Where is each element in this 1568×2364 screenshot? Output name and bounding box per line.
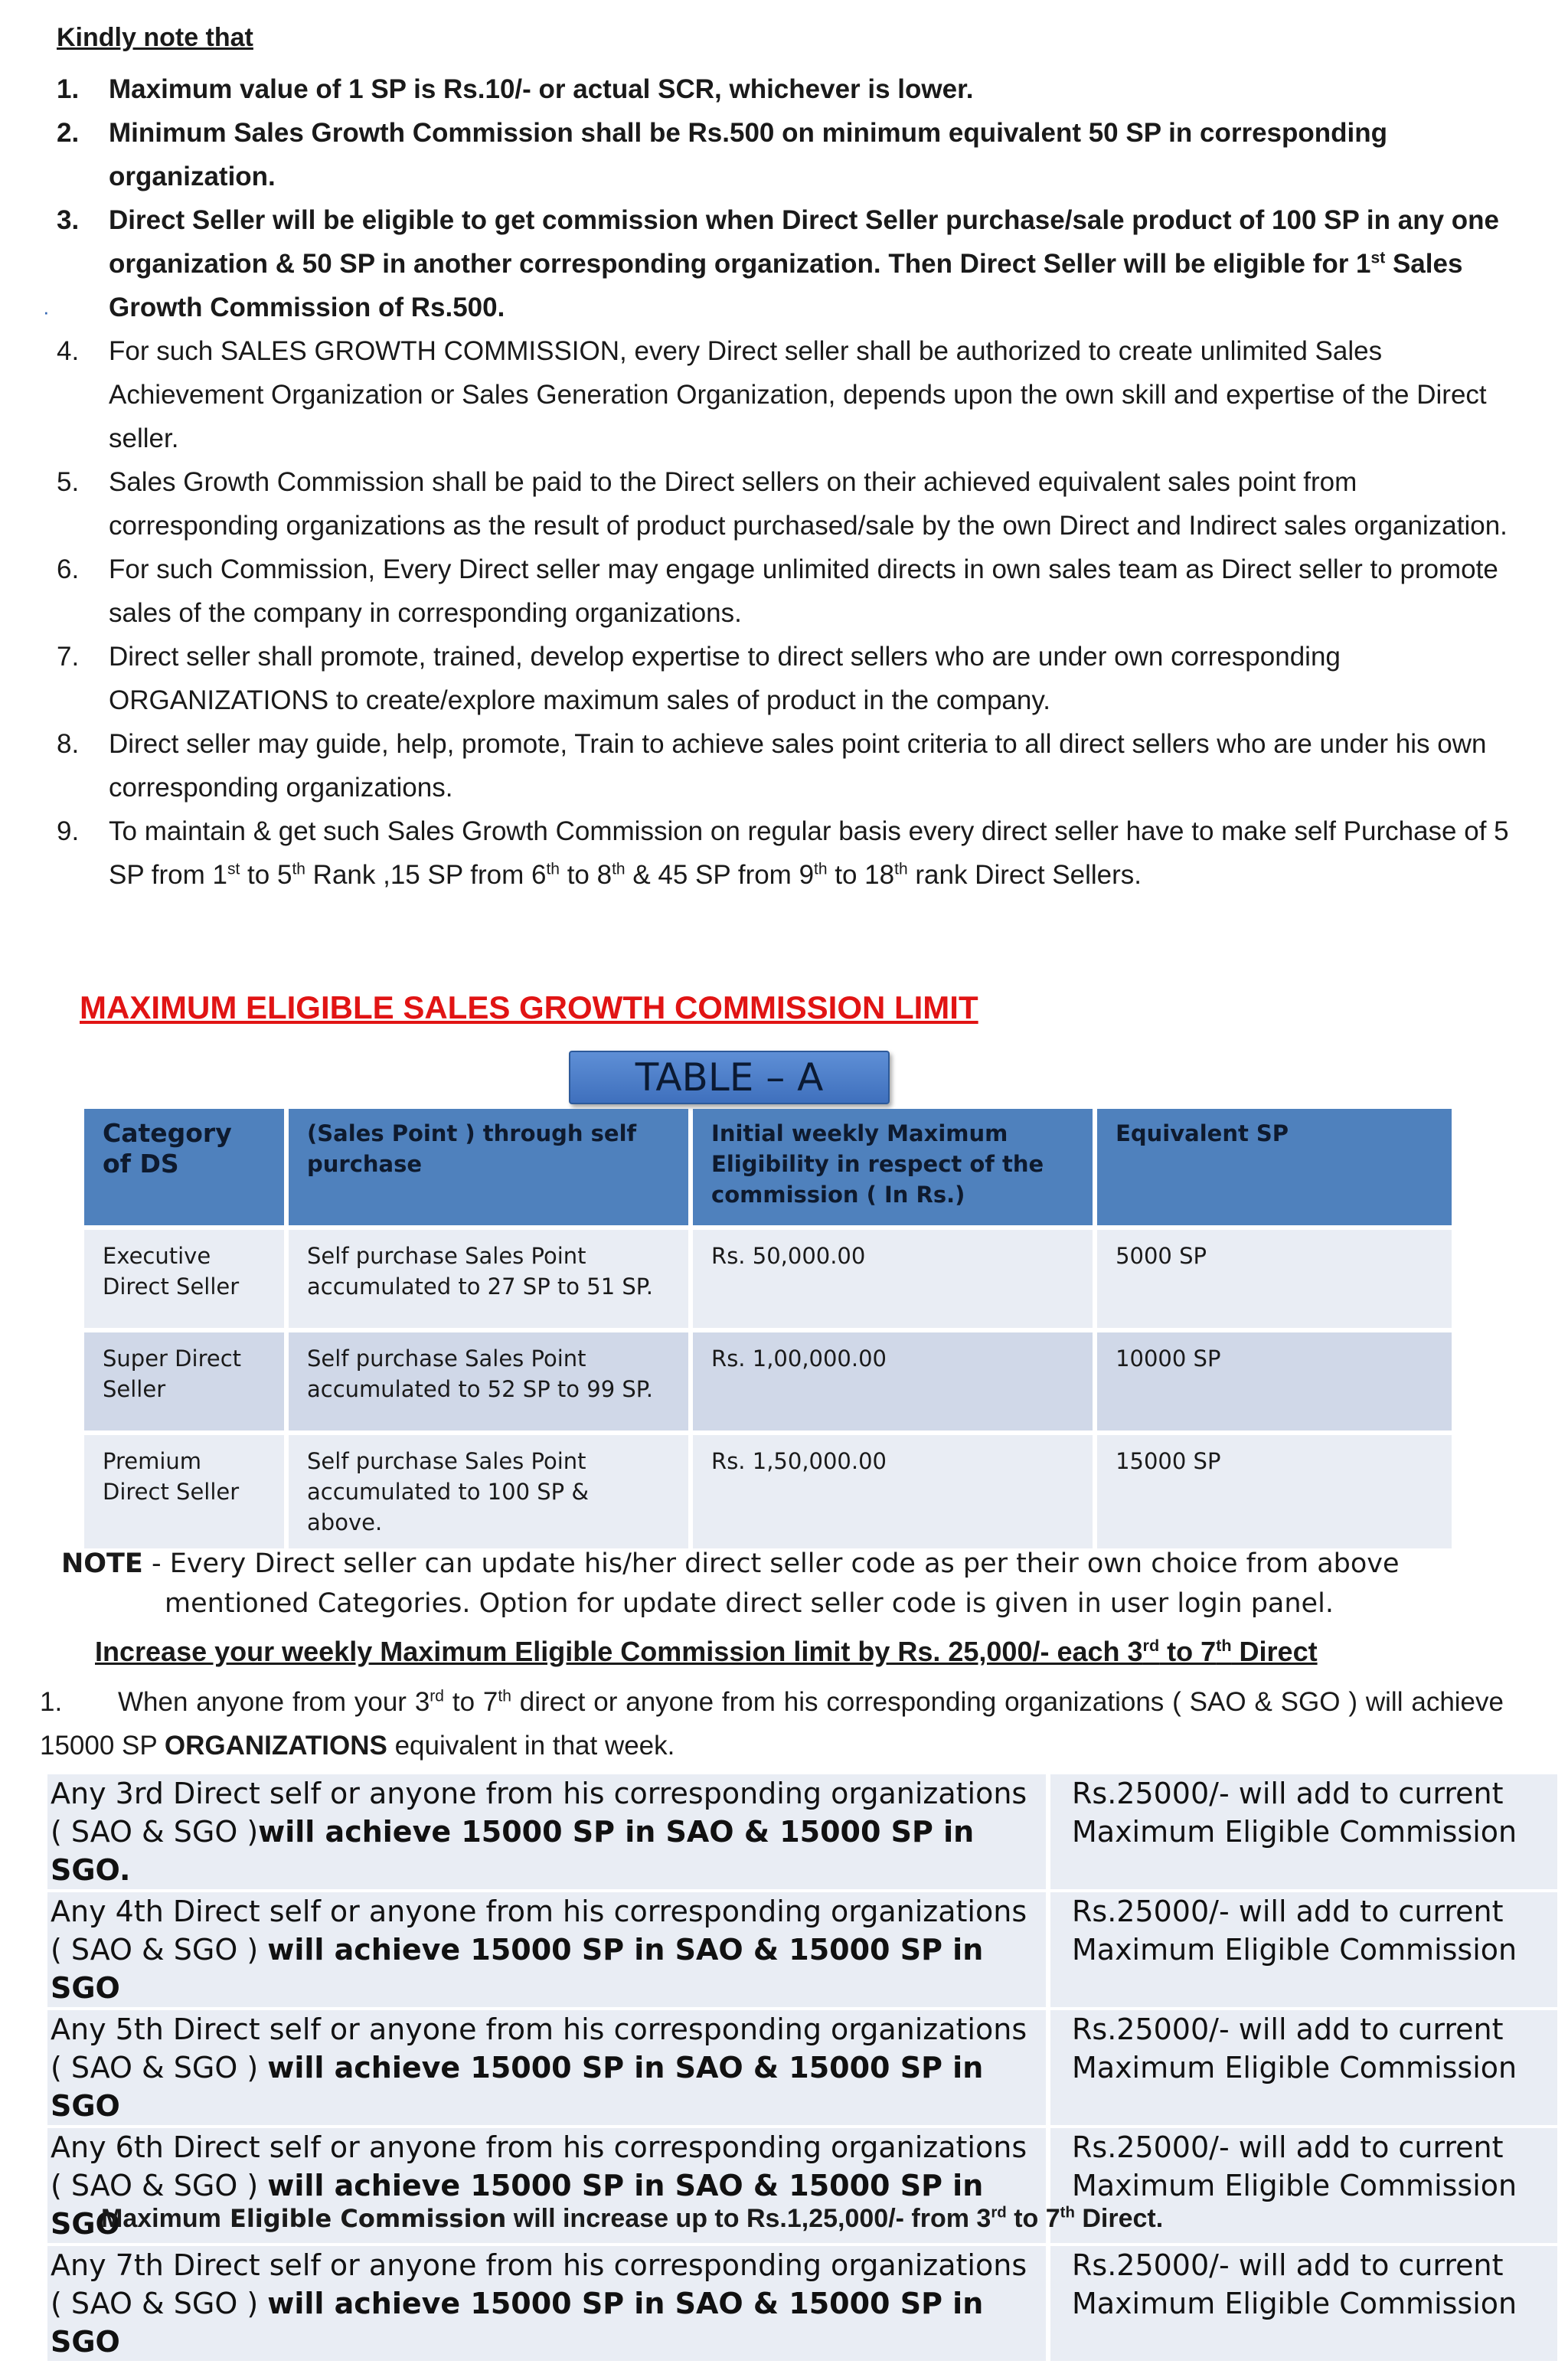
reward-line: Rs.25000/- will add to current [1072,1895,1504,1928]
note-number: 2. [57,118,80,148]
table-row [84,1332,1452,1430]
ordinal-suffix: th [894,860,908,878]
table-cell: 10000 SP [1097,1332,1452,1430]
heading-text: Increase your weekly Maximum Eligible Commission limit by Rs. 25,000/- each 3 [95,1636,1143,1667]
note-number: 7. [57,642,80,672]
increase-heading [95,1636,1318,1668]
condition-plain: ( SAO & SGO ) [51,2051,268,2084]
header-equivalent-sp: Equivalent SP [1097,1109,1452,1225]
condition-plain: ( SAO & SGO ) [51,2169,268,2202]
ordinal-suffix: th [292,860,305,878]
reward-cell [1050,1892,1557,2007]
note-text-cont: & 45 SP from 9 [625,860,815,890]
note-text: To maintain & get such Sales Growth Commission on regular basis every direct seller have to make self Purchase of 5 SP from 1 [109,816,1509,890]
note-number: 3. [57,205,80,235]
table-cell: Rs. 50,000.00 [693,1230,1093,1328]
ordinal-suffix: rd [1142,1636,1160,1655]
note-text-cont: to 5 [240,860,292,890]
note-item-2 [57,111,1511,198]
note-block [61,1544,1501,1623]
condition-line [51,2284,1043,2361]
reward-line: Maximum Eligible Commission [1072,2051,1517,2084]
table-a [80,1104,1456,1553]
condition-line [51,1813,1043,1889]
note-text: Direct Seller will be eligible to get commission when Direct Seller purchase/sale product of 100 SP in any one organization & 50 SP in another corresponding organization. Then Direct Seller will be eligible for 1 [109,205,1500,279]
ordinal-suffix: st [1370,249,1386,267]
table-row [84,1230,1452,1328]
note-text-cont: Rank ,15 SP from 6 [305,860,547,890]
note-item-1 [57,67,1511,111]
reward-line: Maximum Eligible Commission [1072,2287,1517,2320]
condition-plain: ( SAO & SGO ) [51,2287,268,2320]
reward-line: Rs.25000/- will add to current [1072,1777,1504,1810]
note-text: - Every Direct seller can update his/her direct seller code as per their own choice from above [142,1548,1400,1579]
paragraph-bold-text: ORGANIZATIONS [164,1731,387,1761]
ordinal-suffix: th [814,860,828,878]
note-item-9 [57,809,1511,897]
condition-line: Any 3rd Direct self or anyone from his corresponding organizations [51,1777,1027,1810]
note-item-7 [57,635,1511,722]
reward-line: Maximum Eligible Commission [1072,2169,1517,2202]
final-statement [101,2204,1163,2234]
kindly-note-heading: Kindly note that [57,23,253,52]
table-cell: Super Direct Seller [84,1332,284,1430]
condition-line: Any 4th Direct self or anyone from his corresponding organizations [51,1895,1027,1928]
table-a-header-row [84,1109,1452,1225]
ordinal-suffix: th [546,860,560,878]
condition-plain: ( SAO & SGO ) [51,1815,259,1849]
condition-cell [47,2010,1046,2125]
final-text: Direct. [1074,2204,1164,2233]
note-text-cont: rank Direct Sellers. [907,860,1142,890]
note-text: Maximum value of 1 SP is Rs.10/- or actual SCR, whichever is lower. [109,74,974,104]
table-row [84,1435,1452,1548]
note-text-cont: to 8 [559,860,612,890]
condition-line: Any 7th Direct self or anyone from his corresponding organizations [51,2248,1027,2282]
table-cell: Self purchase Sales Point accumulated to 27 SP to 51 SP. [289,1230,688,1328]
condition-line: Any 5th Direct self or anyone from his corresponding organizations [51,2013,1027,2046]
note-item-8 [57,722,1511,809]
note-item-4 [57,329,1511,460]
note-item-3 [57,198,1511,329]
reward-cell [1050,2246,1557,2361]
condition-bold: will achieve 15000 SP in SAO & 15000 SP in SGO [51,2169,984,2241]
note-text: Sales Growth Commission shall be paid to the Direct sellers on their achieved equivalent sales point from corresponding organizations as the result of product purchased/sale by the own Direct and Indirect sales organization. [109,467,1508,541]
final-text: Eligible Commission [220,2204,507,2233]
paragraph-text: to 7 [443,1687,498,1717]
paragraph-text: When anyone from your 3 [118,1687,430,1717]
header-sales-point: (Sales Point ) through self purchase [289,1109,688,1225]
condition-cell [47,1892,1046,2007]
reward-line: Maximum Eligible Commission [1072,1933,1517,1967]
max-commission-heading: MAXIMUM ELIGIBLE SALES GROWTH COMMISSION LIMIT [80,989,978,1025]
header-max-eligibility: Initial weekly Maximum Eligibility in respect of the commission ( In Rs.) [693,1109,1093,1225]
condition-line: Any 6th Direct self or anyone from his corresponding organizations [51,2130,1027,2164]
table-row [47,1774,1557,1889]
bullet-dot: · [43,300,50,323]
table-cell: Rs. 1,50,000.00 [693,1435,1093,1548]
ordinal-suffix: rd [430,1687,444,1705]
final-text: to 7 [1006,2204,1060,2233]
heading-text: to 7 [1159,1636,1217,1667]
ordinal-suffix: th [612,860,626,878]
note-number: 8. [57,729,80,759]
reward-line: Maximum Eligible Commission [1072,1815,1517,1849]
note-text: Minimum Sales Growth Commission shall be Rs.500 on minimum equivalent 50 SP in corresponding organization. [109,118,1388,191]
table-b [47,1771,1557,2364]
table-row [47,2010,1557,2125]
condition-cell [47,2246,1046,2361]
ordinal-suffix: rd [991,2204,1007,2222]
condition-bold: will achieve 15000 SP in SAO & 15000 SP in SGO [51,2051,984,2123]
reward-line: Rs.25000/- will add to current [1072,2248,1504,2282]
condition-bold: will achieve 15000 SP in SAO & 15000 SP in SGO [51,1933,984,2005]
note-text: Direct seller may guide, help, promote, Train to achieve sales point criteria to all direct sellers who are under his own corresponding organizations. [109,729,1487,803]
condition-line [51,1931,1043,2007]
note-text: For such SALES GROWTH COMMISSION, every Direct seller shall be authorized to create unlimited Sales Achievement Organization or Sales Generation Organization, depends upon the own skill and expertise of the Direct seller. [109,336,1487,453]
condition-bold: will achieve 15000 SP in SAO & 15000 SP in SGO. [51,1815,975,1887]
ordinal-suffix: st [227,860,240,878]
paragraph-text: direct or anyone from his corresponding organizations ( SAO & SGO ) will achieve 15000 SP [40,1687,1504,1761]
note-number: 6. [57,554,80,584]
note-text: For such Commission, Every Direct seller may engage unlimited directs in own sales team as Direct seller to promote sales of the company in corresponding organizations. [109,554,1498,628]
reward-cell [1050,1774,1557,1889]
note-text-cont: to 18 [827,860,895,890]
increase-paragraph [40,1680,1504,1767]
note-number: 9. [57,816,80,846]
table-cell: 5000 SP [1097,1230,1452,1328]
ordinal-suffix: th [498,1687,511,1705]
table-a-label: TABLE – A [569,1051,890,1104]
condition-plain: ( SAO & SGO ) [51,1933,268,1967]
paragraph-text: equivalent in that week. [387,1731,675,1761]
table-row [47,1892,1557,2007]
paragraph-number: 1. [40,1687,63,1717]
note-item-6 [57,548,1511,635]
note-item-5 [57,460,1511,548]
note-text: Direct seller shall promote, trained, develop expertise to direct sellers who are under own corresponding ORGANIZATIONS to create/explore maximum sales of product in the company. [109,642,1341,715]
note-number: 5. [57,467,80,497]
reward-cell [1050,2010,1557,2125]
reward-line: Rs.25000/- will add to current [1072,2130,1504,2164]
note-number: 4. [57,336,80,366]
table-cell: Self purchase Sales Point accumulated to 100 SP & above. [289,1435,688,1548]
table-cell: Self purchase Sales Point accumulated to 52 SP to 99 SP. [289,1332,688,1430]
note-label: NOTE [61,1548,143,1579]
ordinal-suffix: th [1216,1636,1232,1655]
table-row [47,2246,1557,2361]
header-category: Category of DS [84,1109,284,1225]
reward-line: Rs.25000/- will add to current [1072,2013,1504,2046]
note-line-2: mentioned Categories. Option for update direct seller code is given in user login panel. [165,1588,1334,1619]
final-text: will increase up to Rs.1,25,000/- from 3 [506,2204,991,2233]
table-cell: Premium Direct Seller [84,1435,284,1548]
note-line-1 [61,1544,1501,1584]
table-cell: Executive Direct Seller [84,1230,284,1328]
ordinal-suffix: th [1060,2204,1075,2222]
condition-cell [47,1774,1046,1889]
note-number: 1. [57,74,80,104]
notes-list [57,67,1511,897]
condition-line [51,2048,1043,2125]
final-text: Maximum [101,2204,221,2233]
note-text-cont: Sales Growth Commission of Rs.500. [109,249,1463,322]
table-cell: Rs. 1,00,000.00 [693,1332,1093,1430]
table-cell: 15000 SP [1097,1435,1452,1548]
heading-text: Direct [1231,1636,1318,1667]
condition-bold: will achieve 15000 SP in SAO & 15000 SP in SGO [51,2287,984,2359]
